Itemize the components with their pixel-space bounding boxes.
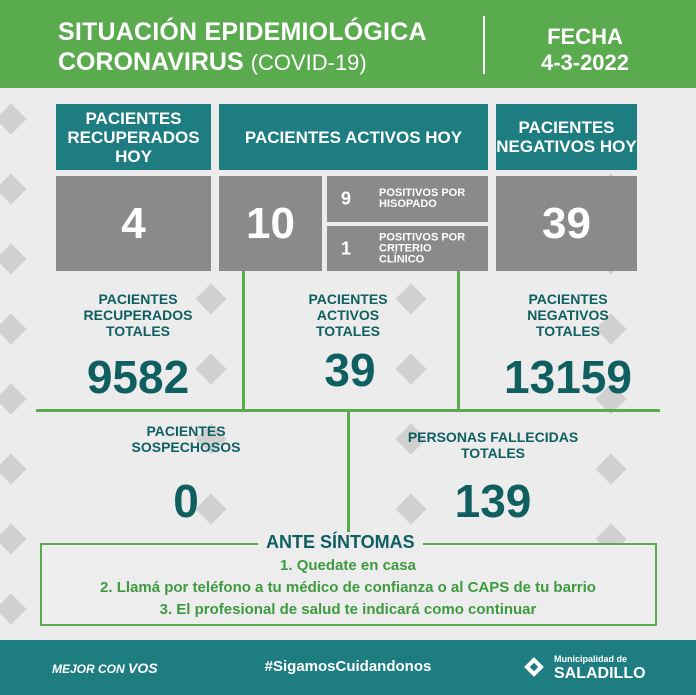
connector-line-center (347, 409, 350, 542)
connector-line-left (242, 271, 245, 411)
municipality-name: SALADILLO (554, 665, 646, 682)
municipality-logo-icon (522, 655, 546, 679)
negative-total-value: 13159 (504, 351, 632, 403)
positive-swab-row (327, 176, 488, 222)
slogan-big: VOS (128, 660, 158, 676)
symptom-step-3: 3. El profesional de salud te indicará como continuar (159, 601, 537, 618)
hashtag: #SigamosCuidandonos (264, 658, 432, 675)
active-total-label: PACIENTES ACTIVOS TOTALES (308, 291, 388, 339)
connector-line-right (457, 271, 460, 411)
negative-today-value: 39 (542, 198, 591, 248)
positive-swab-label: POSITIVOS POR HISOPADO (379, 187, 466, 210)
recovered-total-label: PACIENTES RECUPERADOS TOTALES (83, 291, 193, 339)
symptoms-title: ANTE SÍNTOMAS (258, 532, 423, 553)
suspected-label: PACIENTES SOSPECHOSOS (131, 423, 241, 455)
negative-total-label: PACIENTES NEGATIVOS TOTALES (527, 291, 609, 339)
positive-swab-value: 9 (341, 188, 352, 209)
recovered-today-box (56, 176, 211, 271)
title-covid-subtitle: (COVID-19) (250, 50, 367, 75)
date-value: 4-3-2022 (540, 50, 630, 75)
header-divider (483, 16, 485, 74)
negative-today-box (496, 176, 637, 271)
positive-clinical-value: 1 (341, 238, 352, 258)
recovered-total-value: 9582 (86, 351, 190, 403)
title-coronavirus: CORONAVIRUS (58, 48, 244, 76)
recovered-today-value: 4 (121, 198, 146, 248)
active-today-value: 10 (246, 198, 295, 248)
footer-bar (0, 640, 696, 695)
recovered-today-label: PACIENTES RECUPERADOS HOY (56, 104, 211, 170)
municipality-small-text: Municipalidad de (554, 654, 628, 664)
symptom-step-1: 1. Quedate en casa (280, 557, 416, 574)
header-banner (0, 0, 696, 88)
title-line-2 (58, 48, 367, 77)
active-total-value: 39 (324, 344, 376, 396)
watermark-logo (0, 450, 100, 510)
date-label: FECHA (547, 24, 623, 49)
active-today-label: PACIENTES ACTIVOS HOY (219, 104, 488, 170)
slogan-small: MEJOR CON (52, 662, 125, 676)
title-line-1: SITUACIÓN EPIDEMIOLÓGICA (58, 18, 427, 46)
watermark-logo (400, 280, 500, 340)
negative-today-label: PACIENTES NEGATIVOS HOY (496, 104, 637, 170)
watermark-logo (600, 450, 696, 510)
positive-clinical-row (327, 226, 488, 271)
symptom-step-2: 2. Llamá por teléfono a tu médico de confianza o al CAPS de tu barrio (100, 579, 596, 596)
deceased-label: PERSONAS FALLECIDAS TOTALES (407, 429, 579, 461)
positive-clinical-label: POSITIVOS POR CRITERIO CLÍNICO (379, 231, 466, 265)
suspected-value: 0 (173, 475, 199, 527)
active-today-box (219, 176, 322, 271)
deceased-value: 139 (454, 475, 532, 527)
